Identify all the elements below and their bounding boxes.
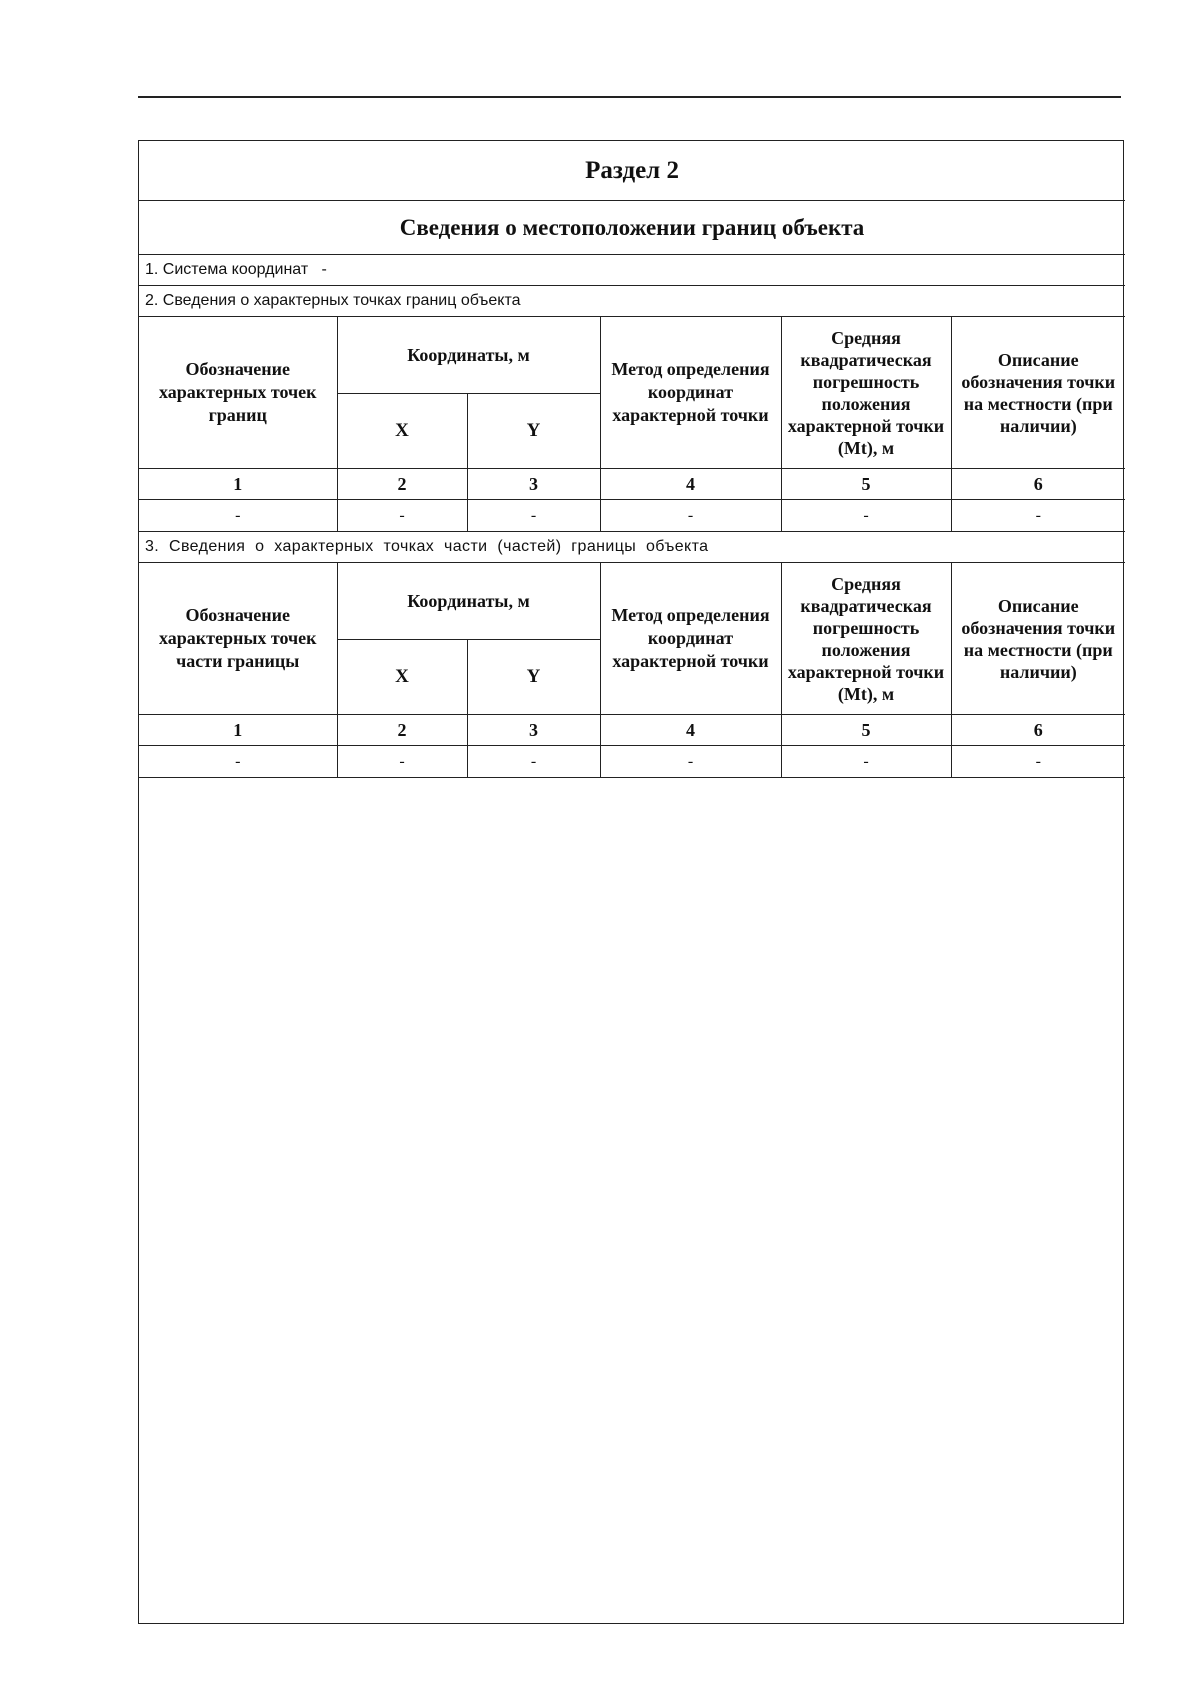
table2-cell: -	[951, 746, 1125, 778]
table1-header-coordinates: Координаты, м	[337, 317, 600, 394]
table2-header-method: Метод определения координат характерной точки	[600, 563, 781, 715]
table2-header-x: X	[337, 640, 467, 715]
table-row	[139, 500, 1125, 532]
table2-header-error: Средняя квадратическая погрешность положения характерной точки (Mt), м	[781, 563, 951, 715]
coordinate-system-row	[139, 255, 1125, 286]
coordinate-system-value: -	[321, 261, 327, 278]
table1-header-error: Средняя квадратическая погрешность положения характерной точки (Mt), м	[781, 317, 951, 469]
table1-col-number: 6	[951, 469, 1125, 500]
table2-caption: 3. Сведения о характерных точках части (частей) границы объекта	[139, 532, 1125, 563]
table2-col-number: 3	[467, 715, 600, 746]
table1-header-x: X	[337, 394, 467, 469]
table2-col-number: 2	[337, 715, 467, 746]
section-table	[139, 141, 1125, 778]
table1-header-y: Y	[467, 394, 600, 469]
table2-col-number: 1	[139, 715, 337, 746]
table2-column-numbers	[139, 715, 1125, 746]
table2-cell: -	[467, 746, 600, 778]
top-rule	[138, 96, 1121, 98]
table1-caption: 2. Сведения о характерных точках границ объекта	[139, 286, 1125, 317]
table1-cell: -	[139, 500, 337, 532]
coordinate-system-label: 1. Система координат	[145, 261, 309, 278]
table2-header-y: Y	[467, 640, 600, 715]
table1-cell: -	[467, 500, 600, 532]
table1-cell: -	[337, 500, 467, 532]
table1-col-number: 3	[467, 469, 600, 500]
table1-col-number: 5	[781, 469, 951, 500]
table1-header-designation: Обозначение характерных точек границ	[139, 317, 337, 469]
table2-col-number: 6	[951, 715, 1125, 746]
table2-cell: -	[139, 746, 337, 778]
table-row	[139, 746, 1125, 778]
section-frame	[138, 140, 1124, 1624]
table1-header-method: Метод определения координат характерной точки	[600, 317, 781, 469]
table1-col-number: 2	[337, 469, 467, 500]
table2-cell: -	[337, 746, 467, 778]
table1-cell: -	[600, 500, 781, 532]
table2-cell: -	[781, 746, 951, 778]
table2-col-number: 4	[600, 715, 781, 746]
table2-col-number: 5	[781, 715, 951, 746]
table1-cell: -	[951, 500, 1125, 532]
table2-header-description: Описание обозначения точки на местности (при наличии)	[951, 563, 1125, 715]
table1-header-description: Описание обозначения точки на местности (при наличии)	[951, 317, 1125, 469]
table1-column-numbers	[139, 469, 1125, 500]
table1-col-number: 1	[139, 469, 337, 500]
table1-cell: -	[781, 500, 951, 532]
table2-header-coordinates: Координаты, м	[337, 563, 600, 640]
section-subtitle: Сведения о местоположении границ объекта	[139, 201, 1125, 255]
table2-cell: -	[600, 746, 781, 778]
table2-header-designation: Обозначение характерных точек части границы	[139, 563, 337, 715]
table1-col-number: 4	[600, 469, 781, 500]
section-title: Раздел 2	[139, 141, 1125, 201]
